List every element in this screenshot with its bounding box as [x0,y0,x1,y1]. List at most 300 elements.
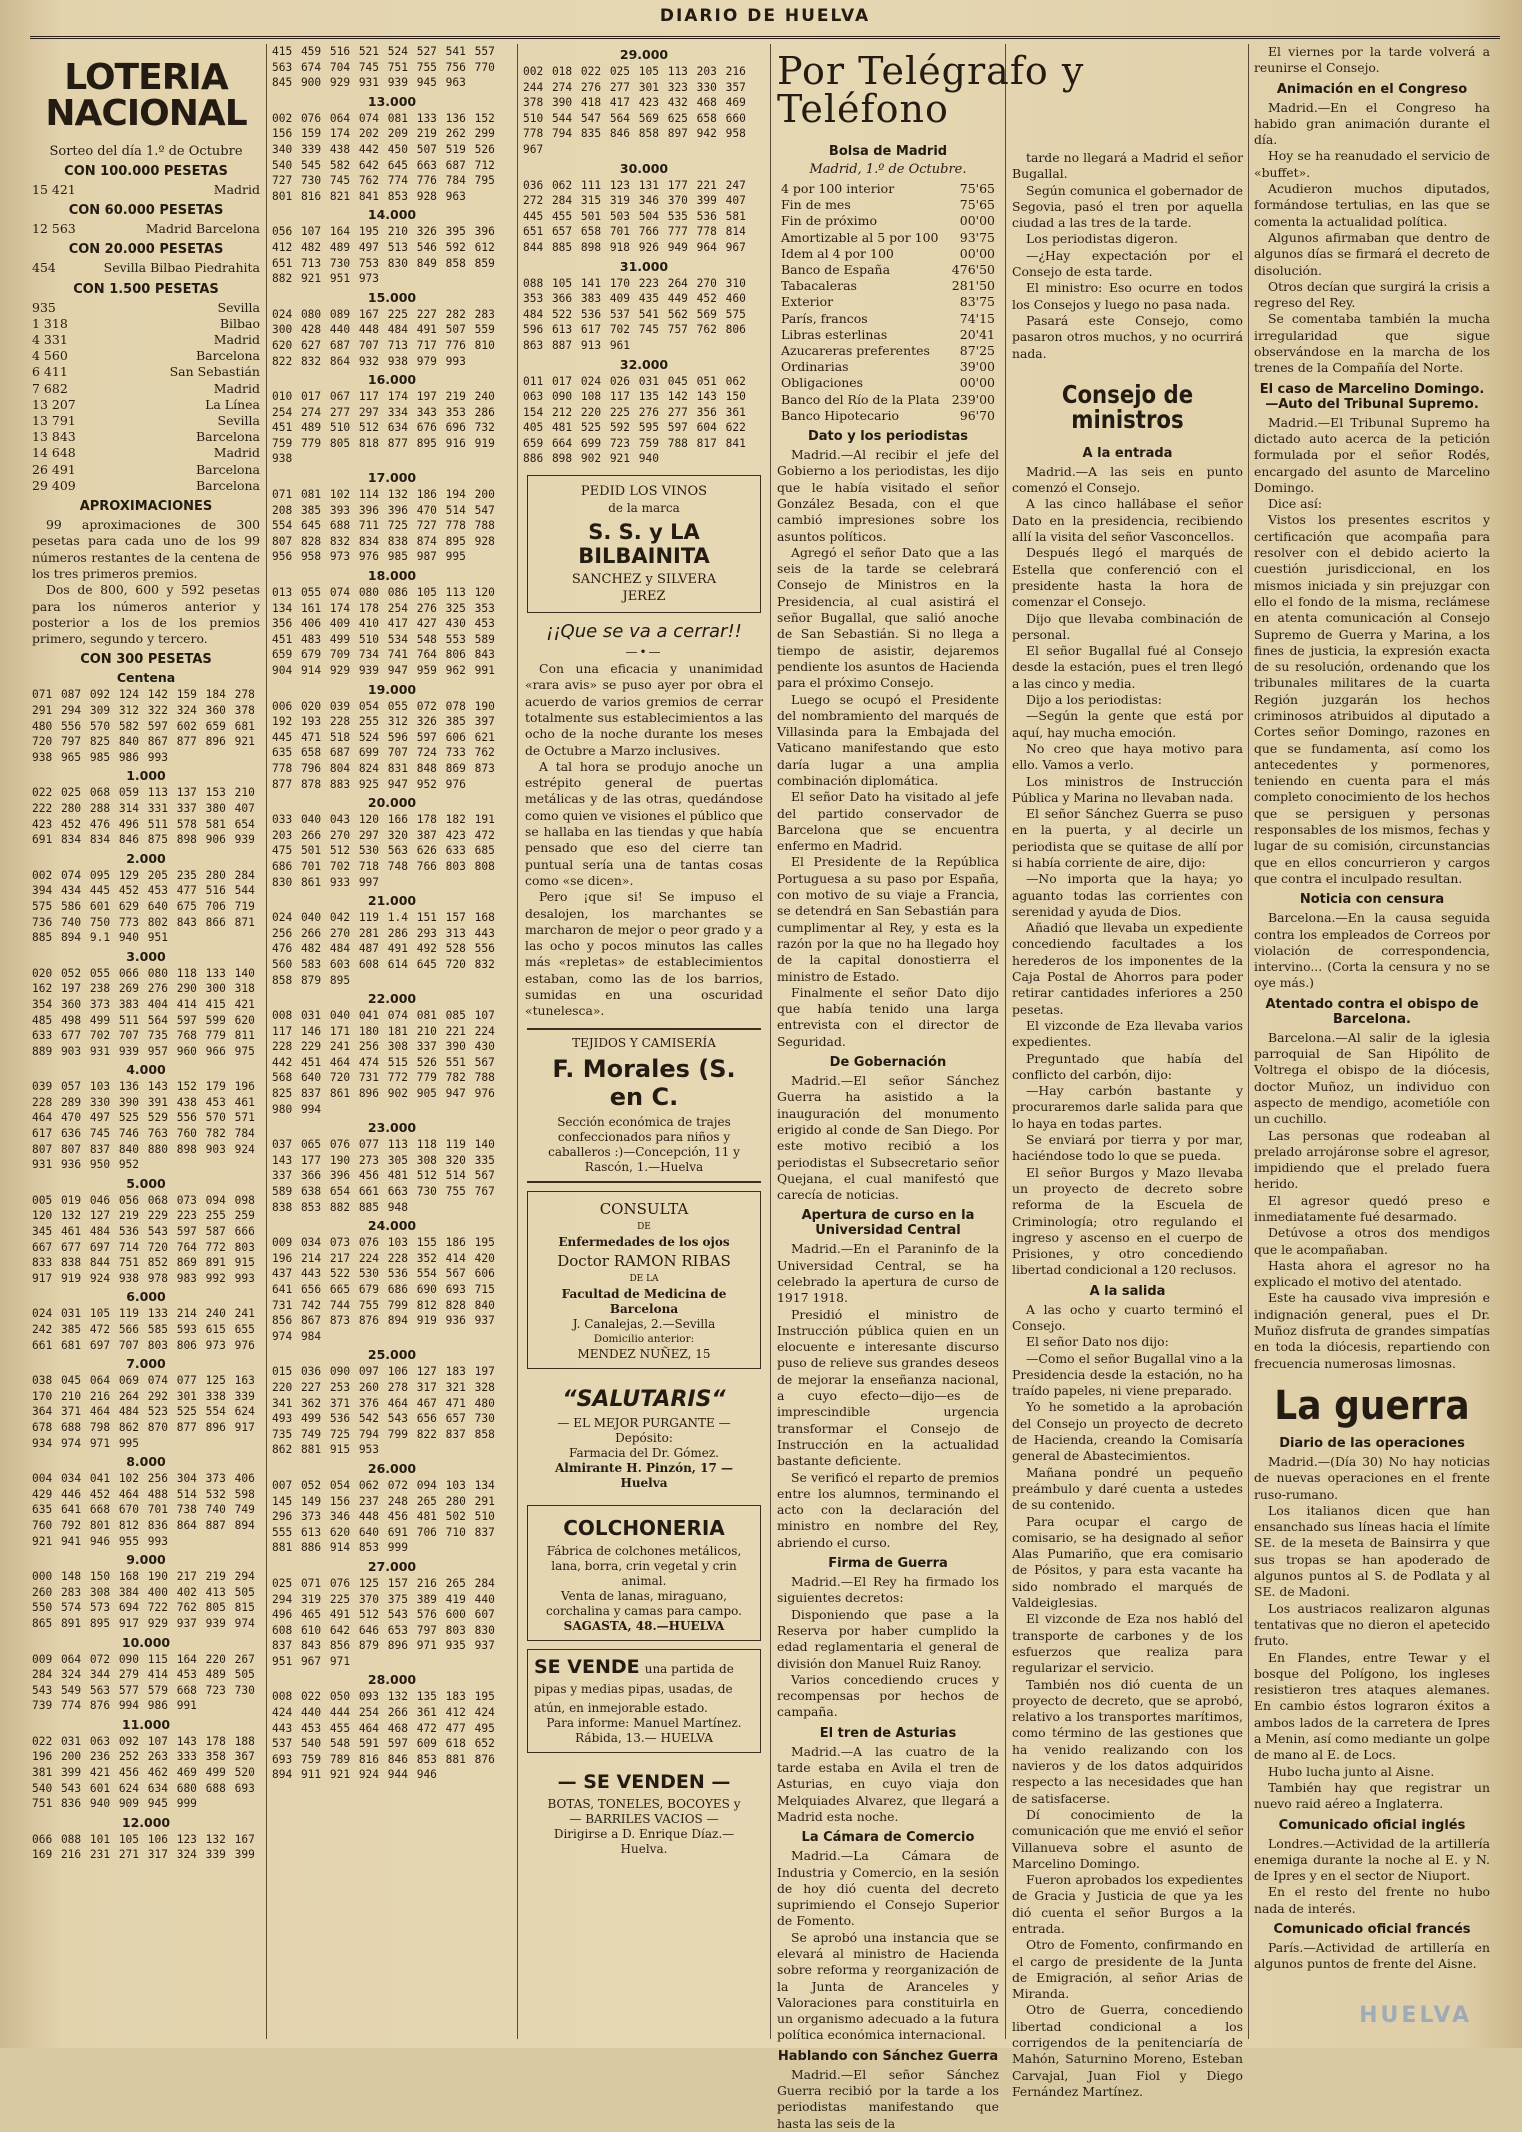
number-block-heading: 6.000 [126,1289,166,1305]
number-block: 002 074 095 129 205 235 280 284 394 434 445 452 453 477 516 544 575 586 601 629 640 675 706 719 736 740 750 773 802 843 866 871 885 894 9.1 940 951 [32,868,264,945]
article-paragraph: Vistos los presentes escritos y certificación que acompaña para resolver con el debido acierto la cuestión jurisdiccional, en los mismos iniciada y sin prejuzgar con ello el fondo de la misma, reclámese en atenta comunicación al Consejo Supremo de Guerra y Marina, a los fines de justicia, la expresión exacta de su resolución, ordenando que los tribunales militares de la cuarta Región juzgarán los hechos criminosos atribuidos al diputado a Cortes señor Domingo, razones en que se fundamenta, así como los antecedentes y pormenores, teniendo en cuenta para el más completo conocimiento de los hechos que se persiguen y personas responsables de los mismos, fechas y lugar de su comisión, circunstancias que en ellos concurrieron y cargos que contra el inculpado resultan. [1254,512,1490,886]
number-block-heading: 32.000 [619,356,669,372]
article-paragraph: Madrid.—Al recibir el jefe del Gobierno a los periodistas, les dijo que le había visitado el señor González Besada, con el que cambió impresiones sobre los asuntos políticos. [777,447,999,544]
bolsa-row [781,311,995,327]
section-heading: Atentado contra el obispo de Barcelona. [1265,996,1479,1027]
section-heading: Dato y los periodistas [807,429,969,445]
prize-row [32,381,260,397]
column-noticias [1254,44,1490,2039]
number-block-heading: 12.000 [121,1814,171,1830]
prize-row [32,260,260,276]
number-block: 015 036 090 097 106 127 183 197 220 227 253 260 278 317 321 328 341 362 371 376 464 467 471 480 493 499 536 542 543 656 657 730 735 749 725 794 799 822 837 858 862 881 915 953 [272,1365,504,1457]
prize-number: 29 409 [32,477,76,493]
article-paragraph: Hubo lucha junto al Aisne. [1268,1763,1435,1779]
article-paragraph: Los italianos dicen que han ensanchado sus líneas hacia el límite SE. de la meseta de Bainsirra y que sus tropas se han apoderado de algunos puntos al S. de Podlata y al SE. de Madoni. [1254,1502,1490,1600]
column-telegrafo [777,44,1085,2131]
article-paragraph: Madrid.—A las seis en punto comenzó el Consejo. [1012,463,1243,496]
article-paragraph: Pasará este Consejo, como pasaron otros muchos, y no ocurrirá nada. [1012,312,1243,361]
number-block: 071 087 092 124 142 159 184 278 291 294 309 312 322 324 360 378 480 556 570 582 597 602 659 681 720 797 825 840 867 877 896 921 938 965 985 986 993 [32,688,264,764]
article-paragraph: Madrid.—El Rey ha firmado los siguientes decretos: [777,1574,999,1606]
article-paragraph: Madrid.—En el Congreso ha habido gran animación durante el día. [1254,99,1490,148]
ad-colchoneria-line: Fábrica de colchones metálicos, lana, borra, crin vegetal y crin animal. [546,1543,742,1588]
bolsa-item: Banco Hipotecario [781,407,899,423]
number-block: 033 040 043 120 166 178 182 191 203 266 270 297 320 387 423 472 475 501 512 530 563 626 633 685 686 701 702 718 748 766 803 808 830 861 933 997 [272,813,504,889]
number-block: 000 148 150 168 190 217 219 294 260 283 308 384 400 402 413 505 550 574 573 694 722 762 805 815 865 891 895 917 929 937 939 974 [32,1570,264,1630]
prize-number: 935 [32,299,56,315]
article-paragraph: Añadió que llevaba un expediente concediendo facultades a los herederos de los imponentes de la Caja Postal de Ahorros para poder retirar cantidades inferiores a 250 pesetas. [1012,920,1243,1017]
number-block-heading: 19.000 [367,681,417,697]
number-block-heading: 13.000 [367,93,417,109]
number-block: 024 040 042 119 1.4 151 157 168 256 266 270 281 286 293 313 443 476 482 484 487 491 492 528 556 560 583 603 608 614 645 720 832 858 879 895 [272,911,504,987]
article-paragraph: El viernes por la tarde volverá a reunirse el Consejo. [1254,44,1490,76]
ad-salutaris-brand: “SALUTARIS“ [562,1386,726,1412]
prize-row [32,413,260,429]
bolsa-item: Amortizable al 5 por 100 [781,229,939,245]
section-heading: Firma de Guerra [828,1556,948,1572]
telegrafo-title: Por Telégrafo y Teléfono [777,49,1085,131]
prize-city: Barcelona [195,429,260,445]
number-block-heading: 29.000 [619,47,669,62]
article-paragraph: Se comentaba también la mucha irregularidad que sigue observándose en la marcha de los trenes de la Compañía del Norte. [1254,311,1490,376]
article-paragraph: tarde no llegará a Madrid el señor Bugallal. [1012,150,1243,182]
number-block: 022 025 068 059 113 137 153 210 222 280 288 314 331 337 380 407 423 452 476 496 511 578 581 654 691 834 834 846 875 898 906 939 [32,786,264,847]
bolsa-value: 239'00 [951,391,995,407]
article-paragraph: Finalmente el señor Dato dijo que había tenido una larga entrevista con el director de Seguridad. [777,984,999,1049]
ad-consulta [527,1191,761,1369]
prize-number: 13 791 [32,413,76,429]
number-block: 025 071 076 125 157 216 265 284 294 319 225 370 375 389 419 440 496 465 491 512 543 576 600 607 608 610 642 646 653 797 803 830 837 843 856 879 896 971 935 937 951 967 971 [272,1576,504,1668]
article-paragraph: Yo he sometido a la aprobación del Consejo un proyecto de decreto de Hacienda, creando la Comisaría general de Abastecimientos. [1012,1399,1243,1464]
number-block: 056 107 164 195 210 326 395 396 412 482 489 497 513 546 592 612 651 713 730 753 830 849 858 859 882 921 951 973 [272,225,504,286]
prize-city: Madrid [213,182,260,197]
number-block-heading: 20.000 [367,795,417,811]
number-block-heading: 14.000 [367,207,417,223]
article-paragraph: En Flandes, entre Tewar y el bosque del Polígono, los ingleses resistieron tres ataques alemanes. En cambio éstos lograron éxitos a ambos lados de la carretera de Ipres a Menin, así como mediante un golpe de mano al E. de Locs. [1254,1649,1490,1763]
ad-se-venden-line: BOTAS, TONELES, BOCOYES y [547,1796,741,1811]
ad-se-vende-line: una partida de pipas y medias pipas, usadas, de atún, en inmejorable estado. [534,1661,734,1715]
number-block-heading: 9.000 [126,1552,166,1568]
prize-number: 1 318 [32,315,68,331]
number-block: 009 034 073 076 103 155 186 195 196 214 217 224 228 352 414 420 437 443 522 530 536 554 567 606 641 656 665 679 686 690 693 715 731 742 744 755 799 812 828 840 856 867 873 876 894 919 936 937 974 984 [272,1236,504,1343]
section-heading: El caso de Marcelino Domingo.—Auto del Tribunal Supremo. [1259,381,1485,412]
number-block: 008 031 040 041 074 081 085 107 117 146 171 180 181 210 221 224 228 229 241 256 308 337 390 430 442 451 464 474 515 526 551 567 568 640 720 731 772 779 782 788 825 837 861 896 902 905 947 976 980 994 [272,1009,504,1116]
bolsa-item: Azucareras preferentes [781,343,930,359]
prize-city: Madrid [213,380,260,396]
entrada-heading: A la entrada [1082,445,1173,461]
prize-row [32,182,260,198]
bolsa-row [781,181,995,197]
bolsa-value: 75'65 [959,197,995,213]
article-paragraph: Barcelona.—En la causa seguida contra los empleados de Correos por violación de correspondencia, intervino... (Corta la censura y no se oye más.) [1254,910,1490,991]
article-paragraph: Barcelona.—Al salir de la iglesia parroquial de San Hipólito de Voltrega el obispo de la diócesis, doctor Muñoz, un individuo con aspecto de mendigo, acometióle con un cuchillo. [1254,1029,1490,1127]
article-paragraph: Los ministros de Instrucción Pública y Marina no llevaban nada. [1012,773,1243,805]
prize-number: 14 648 [32,445,76,461]
section-heading: Animación en el Congreso [1276,81,1468,97]
article-paragraph: París.—Actividad de artillería en algunos puntos de frente del Aisne. [1254,1939,1490,1972]
bolsa-item: Banco de España [781,262,891,278]
bolsa-row [781,343,995,359]
prize-row [32,348,260,364]
ad-morales [527,1028,761,1183]
bolsa-value: 00'00 [959,213,995,229]
prize-city: Madrid [213,332,260,348]
bolsa-table [781,181,995,424]
number-blocks-b [272,44,512,1783]
prize-city: Barcelona [195,477,260,493]
number-block: 007 052 054 062 072 094 103 134 145 149 156 237 248 265 280 291 296 373 346 448 456 481 502 510 555 613 620 640 691 706 710 837 881 886 914 853 999 [272,1478,504,1555]
bolsa-item: París, francos [781,310,868,326]
article-paragraph: El vizconde de Eza llevaba varios expedientes. [1012,1017,1243,1050]
prize-city: Sevilla Bilbao Piedrahita [103,260,260,276]
number-block-heading: 22.000 [367,991,417,1007]
number-block-heading: 18.000 [367,568,417,584]
article-paragraph: Para ocupar el cargo de comisario, se ha designado al señor Alas Pumariño, que era comisario de Pósitos, y para esta vacante ha sido nombrado el marqués de Valdeiglesias. [1012,1513,1243,1611]
number-block-heading: 8.000 [126,1454,166,1470]
bolsa-item: Fin de próximo [781,213,877,229]
article-paragraph: Se aprobó una instancia que se elevará al ministro de Hacienda sobre reforma y reorganización de la Junta de Aranceles y Valoraciones para constituirla en un organismo adecuado a la futura política económica internacional. [777,1929,999,2043]
bolsa-value: 87'25 [959,343,995,359]
article-paragraph: Presidió el ministro de Instrucción pública quien en un elocuente e interesante discurso puso de relieve sus grandes deseos de mejorar la enseñanza nacional, a cuyo efecto—dijo—es de imprescindible urgencia transformar el Consejo de Instrucción en la actualidad bastante deficiente. [777,1306,999,1469]
prize-city: Barcelona [195,348,260,364]
bolsa-value: 00'00 [959,375,995,391]
article-paragraph: En el resto del frente no hubo nada de interés. [1254,1884,1490,1916]
article-paragraph: El vizconde de Eza nos habló del transporte de carbones y de los esfuerzos que realiza para regularizar el servicio. [1012,1611,1243,1676]
article-paragraph: Dí conocimiento de la comunicación que me envió el señor Villanueva sobre el asunto de Marcelino Domingo. [1012,1806,1243,1871]
article-paragraph: El señor Bugallal fué al Consejo desde la estación, pues el tren llegó a las cinco y media. [1012,643,1243,691]
bolsa-item: 4 por 100 interior [781,181,895,196]
article-paragraph: Otro de Guerra, concediendo libertad condicional a los corrigendos de la penitenciaría de Mahón, Saturnino Moreno, Esteban Carvajal, Juan Fiol y Diego Fernández Martínez. [1012,2002,1243,2099]
article-paragraph: Madrid.—En el Paraninfo de la Universidad Central, se ha celebrado la apertura de curso de 1917 1918. [777,1241,999,1306]
article-paragraph: Luego se ocupó el Presidente del nombramiento del marqués de Villasinda para la Embajada del Vaticano manifestando que esto daría lugar a una amplia combinación diplomática. [777,691,999,788]
ad-vinos [527,475,761,613]
column-numbers-ads [523,44,765,2039]
prize-number: 4 331 [32,332,68,348]
article-paragraph: Londres.—Actividad de la artillería enemiga durante la noche al E. y N. de Ipres y en el sector de Niuport. [1254,1835,1490,1884]
article-paragraph: Varios concediendo cruces y recompensas por hechos de campaña. [777,1671,999,1720]
prize-row [32,300,260,316]
number-block-heading: 5.000 [126,1175,166,1191]
number-blocks-a [32,687,264,1863]
article-paragraph: También nos dió cuenta de un proyecto de decreto, que se aprobó, relativo a los transportes marítimos, como término de las gestiones que ha venido realizando con los navieros y de los datos adquiridos respecto a las necesidades que han de satisfacerse. [1012,1676,1243,1806]
number-block-heading: 23.000 [367,1120,417,1136]
ad-vinos-line: JEREZ [622,589,666,605]
prize-row [32,429,260,445]
aprox-text-1: 99 aproximaciones de 300 pesetas para cada uno de los 99 números restantes de la centena de los tres primeros premios. [32,517,260,581]
number-block: 013 055 074 080 086 105 113 120 134 161 174 178 254 276 325 353 356 406 409 410 417 427 430 453 451 483 499 510 534 548 553 589 659 679 709 734 741 764 806 843 904 914 929 939 947 959 962 991 [272,586,504,677]
ad-salutaris [527,1377,761,1497]
article-paragraph: Se verificó el reparto de premios entre los alumnos, terminando el acto con la declaración del ministro en nombre del Rey, abriendo el curso. [777,1469,999,1550]
number-block-heading: 26.000 [367,1460,417,1476]
number-block: 010 017 067 117 174 197 219 240 254 274 277 297 334 343 353 286 451 489 510 512 634 676 696 732 759 779 805 818 877 895 916 919 938 [272,390,504,466]
prize-list [32,164,260,494]
section-heading: La Cámara de Comercio [801,1830,975,1846]
ad-consulta-line: DE [637,1221,651,1232]
bolsa-item: Idem al 4 por 100 [781,245,894,261]
number-block: 008 022 050 093 132 135 183 195 424 440 444 254 266 361 412 424 443 453 455 464 468 472 477 495 537 540 548 591 597 609 618 652 693 759 789 816 846 853 881 876 894 911 921 924 944 946 [272,1690,504,1782]
prize-number: 6 411 [32,364,68,380]
prize-city: Bilbao [219,315,260,331]
column-numbers [272,44,512,2039]
bolsa-row [781,246,995,262]
article-paragraph: —Como el señor Bugallal vino a la Presidencia desde la estación, no ha traído papeles, ni viene preparado. [1012,1350,1243,1399]
prize-number: 13 207 [32,396,76,412]
prize-number: 12 563 [32,221,76,237]
number-block: 037 065 076 077 113 118 119 140 143 177 190 273 305 308 320 335 337 366 396 456 481 512 514 567 589 638 654 661 663 730 755 767 838 853 882 885 948 [272,1138,504,1214]
bolsa-date: Madrid, 1.º de Octubre. [809,162,967,177]
number-block-heading: 7.000 [126,1356,166,1372]
article-paragraph: Se enviará por tierra y por mar, haciéndose todo lo que se pueda. [1012,1132,1243,1164]
number-block-heading: 1.000 [126,768,166,784]
bolsa-value: 75'65 [959,181,995,196]
article-paragraph: Madrid.—A las cuatro de la tarde estaba en Avila el tren de Asturias, en cuyo viaja don Melquiades Alvarez, que llegará a Madrid esta noche. [777,1743,999,1824]
section-heading: Hablando con Sánchez Guerra [777,2048,999,2064]
number-block: 038 045 064 069 074 077 125 163 170 210 216 264 292 301 338 339 364 371 464 484 523 525 554 624 678 688 798 862 870 877 896 917 934 974 971 995 [32,1374,264,1450]
article-paragraph: —Según la gente que está por aquí, hay mucha emoción. [1012,708,1243,740]
prize-heading: CON 20.000 PESETAS [68,242,224,258]
ad-colchoneria-line: SAGASTA, 48.—HUELVA [563,1618,725,1633]
ad-colchoneria [527,1505,761,1641]
number-blocks-c [523,47,765,467]
number-block-heading: 2.000 [126,850,166,866]
bolsa-item: Libras esterlinas [781,326,888,342]
number-block-heading: 31.000 [619,258,669,274]
prize-row [32,462,260,478]
article-paragraph: Madrid.—La Cámara de Industria y Comercio, en la sesión de hoy dió cuenta del decreto suprimiendo el Consejo Superior de Fomento. [777,1848,999,1929]
number-block-heading: 24.000 [367,1218,417,1234]
article-paragraph: Las personas que rodeaban al prelado arrojáronse sobre el agresor, impidiendo que el prelado fuera herido. [1254,1127,1490,1192]
section-heading: Apertura de curso en la Universidad Central [801,1208,975,1239]
salida-heading: A la salida [1089,1283,1166,1299]
ad-se-vende-title: SE VENDE [534,1655,640,1678]
number-block: 039 057 103 136 143 152 179 196 228 289 330 390 391 438 453 461 464 470 497 525 529 556 570 571 617 636 745 746 763 760 782 784 807 807 837 840 880 898 903 924 931 936 950 952 [32,1080,264,1172]
number-block: 024 031 105 119 133 214 240 241 242 385 472 566 585 593 615 655 661 681 697 707 803 806 973 976 [32,1307,264,1352]
number-block: 036 062 111 123 131 177 221 247 272 284 315 319 346 370 399 407 445 455 501 503 504 535 536 581 651 657 658 701 766 777 778 814 844 885 898 918 926 949 964 967 [523,178,755,254]
bolsa-row [781,359,995,375]
number-block: 009 064 072 090 115 164 220 267 284 324 344 279 414 453 489 505 543 549 563 577 579 668 723 730 739 774 876 994 986 991 [32,1652,264,1713]
ad-morales-brand: F. Morales (S. en C. [552,1054,736,1111]
column-consejo [1012,150,1243,2099]
number-block: 011 017 024 026 031 045 051 062 063 090 108 117 135 142 143 150 154 212 220 225 276 277 356 361 405 481 525 592 595 597 604 622 659 664 699 723 759 788 817 841 886 898 902 921 940 [523,374,755,466]
centena-heading: Centena [116,670,176,686]
article-paragraph: El señor Dato nos dijo: [1026,1334,1169,1350]
prize-city: Sevilla [217,299,260,315]
article-paragraph: Los periodistas digeron. [1026,231,1178,247]
bolsa-value: 83'75 [959,294,995,310]
number-block: 024 080 089 167 225 227 282 283 300 428 440 448 484 491 507 559 620 627 687 707 713 717 776 810 822 832 864 932 938 979 993 [272,307,504,368]
number-block: 006 020 039 054 055 072 078 190 192 193 228 255 312 326 385 397 445 471 518 524 596 597 606 621 635 658 687 699 707 724 733 762 778 796 804 824 831 848 869 873 877 878 883 925 947 952 976 [272,699,504,791]
ad-consulta-line: J. Canalejas, 2.—Sevilla [572,1316,716,1331]
prize-city: Barcelona [195,461,260,477]
number-block-heading: 16.000 [367,372,417,388]
lottery-draw-date: Sorteo del día 1.º de Octubre [49,144,243,159]
bolsa-row [781,230,995,246]
article-paragraph: Madrid.—El Tribunal Supremo ha dictado auto acerca de la petición formulada por el señor Rodés, encargado del asunto de Marcelino Domingo. [1254,414,1490,495]
article-paragraph: Algunos afirmaban que dentro de algunos días se firmará el decreto de disolución. [1254,229,1490,278]
bolsa-item: Banco del Río de la Plata [781,391,940,407]
number-block: 005 019 046 056 068 073 094 098 120 132 127 219 229 223 255 259 345 461 484 536 543 597 587 666 667 677 697 714 720 764 772 803 833 838 844 751 852 869 891 915 917 919 924 938 978 983 992 993 [32,1193,264,1285]
number-block-heading: 30.000 [619,160,669,176]
bolsa-row [781,375,995,391]
number-block-heading: 11.000 [121,1716,171,1732]
article-paragraph: Hoy se ha reanudado el servicio de «buffet». [1254,148,1490,180]
bolsa-row [781,408,995,424]
article-paragraph: El señor Burgos y Mazo llevaba un proyecto de decreto sobre reforma de la Escuela de Criminología; otro regulando el ingreso y ascenso en el cuerpo de Prisiones, y otro concediendo libertad condicional a 120 reclusos. [1012,1164,1243,1278]
article-cerrar-para: Con una eficacia y unanimidad «rara avis» se puso ayer por obra el acuerdo de varios gremios de cerrar totalmente sus establecimientos a las ocho de la noche durante los meses de Octubre a Marzo inclusives. [525,661,763,758]
article-paragraph: Madrid.—El señor Sánchez Guerra recibió por la tarde a los periodistas manifestando que hasta las seis de la [777,2066,999,2131]
article-paragraph: El ministro: Eso ocurre en todos los Consejos y luego no pasa nada. [1012,280,1243,312]
article-paragraph: Acudieron muchos diputados, formándose tertulias, en las que se comenta la actualidad política. [1254,181,1490,229]
article-paragraph: Según comunica el gobernador de Segovia, pasó el tren por aquella ciudad a las tres de la tarde. [1012,182,1243,231]
number-block-heading: 15.000 [367,289,417,305]
prize-heading: CON 100.000 PESETAS [64,164,228,179]
ad-vinos-line: SANCHEZ y SILVERA [571,572,717,588]
ad-se-vende-line: Rábida, 13.— HUELVA [575,1730,713,1745]
ad-vinos-line: de la marca [608,501,680,516]
prize-city: San Sebastián [169,364,260,380]
prize-heading: CON 60.000 PESETAS [68,203,224,219]
prize-number: 454 [32,260,56,276]
prize-city: Madrid Barcelona [145,221,260,237]
ad-colchoneria-line: Venta de lanas, miraguano, corchalina y camas para campo. [546,1588,742,1618]
bolsa-value: 39'00 [959,359,995,375]
ad-se-venden-line: — BARRILES VACIOS — [569,1811,719,1826]
column-lottery [32,44,264,2039]
ad-consulta-line: MENDEZ NUÑEZ, 15 [577,1346,711,1361]
bolsa-item: Ordinarias [781,359,849,375]
bolsa-item: Tabacaleras [781,278,857,294]
prize-row [32,478,260,494]
ad-se-venden [527,1761,761,1863]
ad-consulta-line: CONSULTA [599,1199,689,1218]
ad-se-vende [527,1649,761,1753]
bolsa-item: Exterior [781,294,834,310]
prize-row [32,316,260,332]
bolsa-item: Fin de mes [781,197,851,213]
prize-city: Madrid [213,445,260,461]
number-block: 088 105 141 170 223 264 270 310 353 366 383 409 435 449 452 460 484 522 536 537 541 562 569 575 596 613 617 702 745 757 762 806 863 887 913 961 [523,276,755,352]
article-paragraph: Disponiendo que pase a la Reserva por haber cumplido la edad reglamentaria el general de división don Manuel Ruiz Ranoy. [777,1606,999,1671]
bolsa-row [781,213,995,229]
lottery-title: LOTERIA NACIONAL [45,57,247,134]
archive-stamp: HUELVA [1359,2003,1472,2028]
ad-morales-line: TEJIDOS Y CAMISERÍA [572,1035,716,1050]
number-block: 066 088 101 105 106 123 132 167 169 216 231 271 317 324 339 399 [32,1832,264,1862]
article-paragraph: El señor Dato ha visitado al jefe del partido conservador de Barcelona que se encuentra enfermo en Madrid. [777,789,999,854]
ad-se-vende-line: Para informe: Manuel Martínez. [546,1715,742,1730]
ad-consulta-line: Facultad de Medicina de Barcelona [561,1286,727,1316]
con300-heading: CON 300 PESETAS [80,652,212,668]
prize-city: La Línea [205,396,260,412]
bolsa-row [781,294,995,310]
number-block: 071 081 102 114 132 186 194 200 208 385 393 396 396 470 514 547 554 645 688 711 725 727 778 788 807 828 832 834 838 874 895 928 956 958 973 976 985 987 995 [272,488,504,564]
prize-number: 7 682 [32,380,68,396]
article-paragraph: Agregó el señor Dato que a las seis de la tarde se celebrará Consejo de Ministros en la Presidencia, al cual asistirá el señor Bugallal, que salió anoche de San Sebastián. Si no llega a tiempo de asistir, dejaremos pendiente los asuntos de Hacienda para el próximo Consejo. [777,544,999,691]
article-paragraph: También hay que registrar un nuevo raid aéreo a Inglaterra. [1254,1779,1490,1812]
article-paragraph: Madrid.—(Día 30) No hay noticias de nuevas operaciones en el frente ruso-rumano. [1254,1453,1490,1502]
prize-row [32,221,260,237]
article-cerrar-para: Pero ¡que si! Se impuso el desalojen, los marchantes se marcharon de mejor o peor grado y a las ocho y pocos minutos las calles más «repletas» de establecimientos estaban, como las de los barrios, sumidas en una oscuridad «tunelesca». [525,889,763,1019]
masthead [30,6,1500,39]
bolsa-row [781,197,995,213]
article-paragraph: Fueron aprobados los expedientes de Gracia y Justicia de que ya les dió cuenta el señor Burgos a la entrada. [1012,1872,1243,1936]
prize-city: Sevilla [217,413,260,429]
ad-se-venden-title: — SE VENDEN — [557,1770,731,1793]
ad-morales-line: Sección económica de trajes confeccionados para niños y caballeros :)—Concepción, 11 y Rascón, 1.—Huelva [548,1114,740,1174]
number-block-heading: 25.000 [367,1347,417,1363]
section-heading: El tren de Asturias [819,1725,957,1741]
bolsa-item: Obligaciones [781,375,864,391]
article-paragraph: Dijo que llevaba combinación de personal. [1012,610,1243,642]
ad-vinos-brand: S. S. y LA BILBAINITA [578,520,710,569]
article-paragraph: Otro de Fomento, confirmando en el cargo de presidente de la Junta de Emigración, al señor Arias de Miranda. [1012,1937,1243,2002]
prize-row [32,397,260,413]
masthead-title: DIARIO DE HUELVA [659,6,871,26]
article-paragraph: Detúvose a otros dos mendigos que le acompañaban. [1254,1225,1490,1257]
prize-number: 15 421 [32,182,76,197]
bolsa-row [781,327,995,343]
article-paragraph: Preguntado que había del conflicto del carbón, dijo: [1012,1050,1243,1082]
aprox-heading: APROXIMACIONES [79,499,213,515]
ad-salutaris-line: Depósito: [615,1430,673,1445]
article-paragraph: Hasta ahora el agresor no ha explicado el motivo del atentado. [1254,1257,1490,1290]
bolsa-heading: Bolsa de Madrid [828,144,948,159]
number-block: 020 052 055 066 080 118 133 140 162 197 238 269 276 290 300 318 354 360 373 383 404 414 415 421 485 498 499 511 564 597 599 620 633 677 702 707 735 768 779 811 889 903 931 939 957 960 966 975 [32,966,264,1058]
number-block: 002 018 022 025 105 113 203 216 244 274 276 277 301 323 330 357 378 390 418 417 423 432 468 469 510 544 547 564 569 625 658 660 778 794 835 846 858 897 942 958 967 [523,65,755,156]
ad-colchoneria-brand: COLCHONERIA [563,1515,725,1540]
bolsa-row [781,392,995,408]
article-cerrar: ¡¡Que se va a cerrar!! —•— Con una eficacia y unanimidad «rara avis» se puso ayer por obra el acuerdo de varios gremios de cerrar totalmente sus establecimientos a las ocho de la noche durante los meses de Octubre a Marzo inclusives. A tal hora se produjo anoche un estrépito general de puertas metálicas y de las otras, quedándose como quien ve visiones el público que se hallaba en las tiendas y que había pensado que eso del cierre tan puntual sería una de tantas cosas como «se dicen». Pero ¡que si! Se impuso el desalojen, los marchantes se marcharon de mejor o peor grado y a las ocho y pocos minutos las calles más «repletas» de establecimientos estaban, como las de los barrios, sumidas en una oscuridad «tunelesca». [525,621,763,1019]
ad-salutaris-line: Farmacia del Dr. Gómez. [569,1445,719,1460]
bolsa-value: 281'50 [951,278,995,294]
number-block-heading: 3.000 [126,948,166,964]
bolsa-value: 96'70 [959,407,995,423]
bolsa-value: 00'00 [959,245,995,261]
number-block-heading: 28.000 [367,1672,417,1688]
article-paragraph: Dice así: [1268,496,1322,512]
article-paragraph: Dijo a los periodistas: [1026,692,1162,708]
bolsa-row [781,262,995,278]
prize-heading: CON 1.500 PESETAS [73,281,219,297]
number-block-heading: 17.000 [367,470,417,486]
bolsa-value: 20'41 [959,326,995,342]
section-heading: Noticia con censura [1299,892,1445,908]
article-paragraph: Mañana pondré un pequeño preámbulo y daré cuenta a ustedes de su contenido. [1012,1464,1243,1513]
ad-consulta-line: Domicilio anterior: [593,1332,695,1345]
section-heading: De Gobernación [829,1055,947,1071]
article-paragraph: —No importa que la haya; yo aguanto todas las corrientes con serenidad y ayuda de Dios. [1012,871,1243,919]
article-paragraph: Madrid.—El señor Sánchez Guerra ha asistido a la inauguración del monumento erigido al conde de San Diego. Por este motivo recibió a los periodistas el Subsecretario señor Quejana, el cual manifestó que carecía de noticias. [777,1073,999,1203]
section-heading: Diario de las operaciones [1279,1435,1465,1451]
ad-consulta-line: DE LA [629,1273,659,1284]
bolsa-row [781,278,995,294]
number-block-heading: 10.000 [121,1634,171,1650]
number-block: 022 031 063 092 107 143 178 188 196 200 236 252 263 333 358 367 381 399 421 456 462 469 499 520 540 543 601 624 634 680 688 693 751 836 940 909 945 999 [32,1734,264,1811]
article-paragraph: Los austriacos realizaron algunas tentativas que no dieron el apetecido fruto. [1254,1600,1490,1649]
prize-number: 13 843 [32,429,76,445]
article-paragraph: El Presidente de la República Portuguesa a su paso por España, con motivo de su viaje a Francia, se detendrá en San Sebastián para cumplimentar al Rey, y esta es la razón por la que no ha llegado hoy de la capital donostierra el ministro de Estado. [777,854,999,984]
article-paragraph: —Hay carbón bastante y procuraremos darle salida para que lo haya en todas partes. [1012,1083,1243,1131]
ad-vinos-line: PEDID LOS VINOS [580,484,708,500]
article-paragraph: Este ha causado viva impresión e indignación general, pues el Dr. Muñoz disfruta de grandes simpatías en toda la diócesis, repartiendo con frecuencia numerosas limosnas. [1254,1290,1490,1371]
ad-consulta-line: Enfermedades de los ojos [558,1234,730,1249]
section-heading: Comunicado oficial francés [1273,1921,1471,1937]
prize-row [32,445,260,461]
article-paragraph: No creo que haya motivo para ello. Vamos a verlo. [1012,740,1243,773]
prize-number: 26 491 [32,461,76,477]
article-paragraph: Después llegó el marqués de Estella que conferenció con el presidente hasta la hora de comenzar el Consejo. [1012,545,1243,610]
article-cerrar-title: ¡¡Que se va a cerrar!! [546,621,742,643]
guerra-title: La guerra [1274,1382,1470,1429]
